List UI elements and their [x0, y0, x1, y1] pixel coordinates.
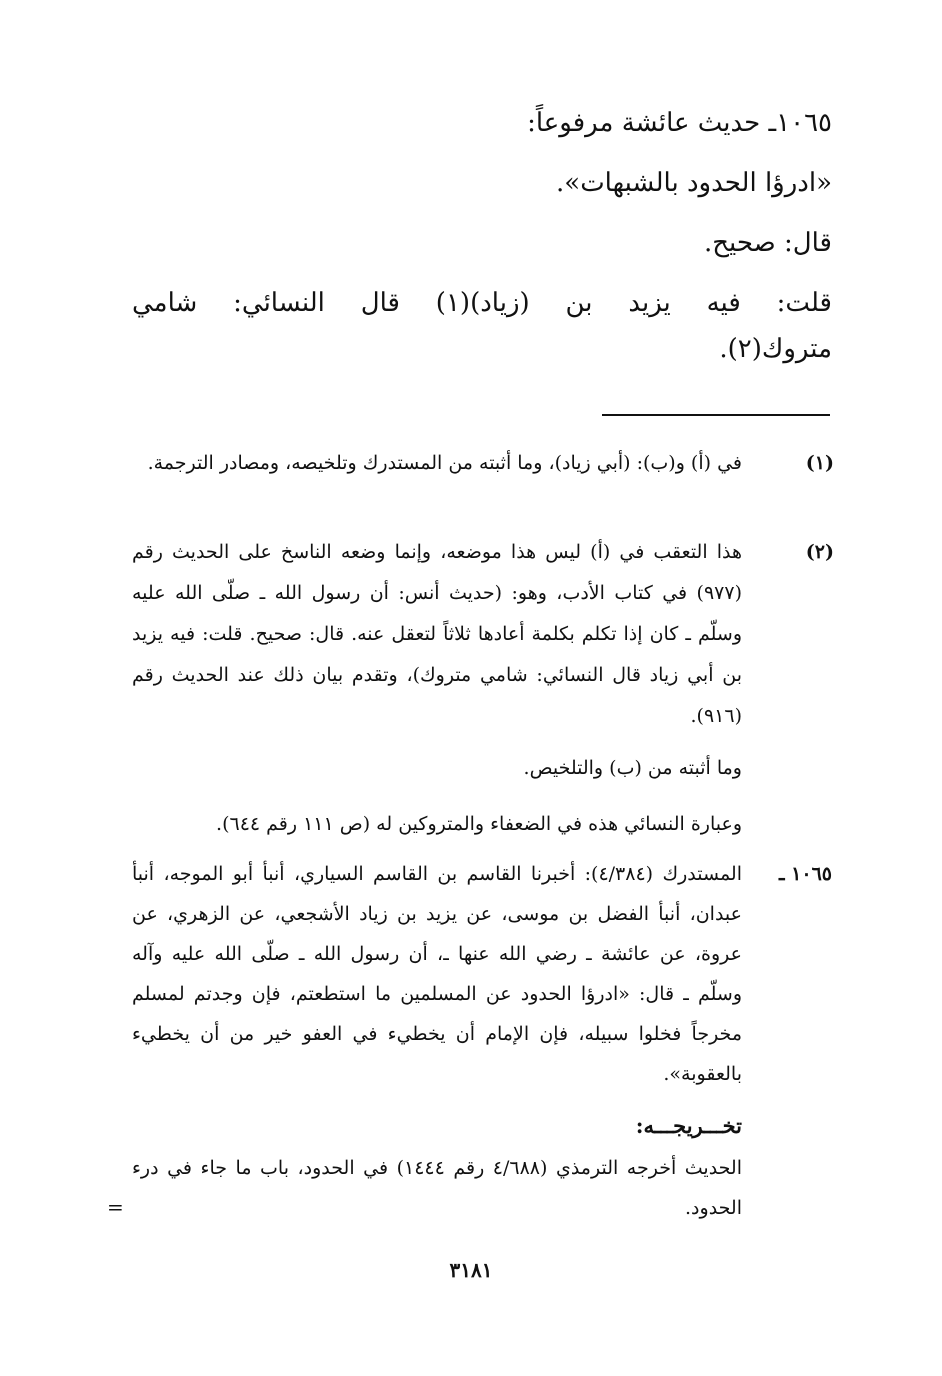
- footnote-separator: [602, 414, 830, 416]
- note-paragraph-2: وعبارة النسائي هذه في الضعفاء والمتروكين له (ص ١١١ رقم ٦٤٤).: [216, 813, 742, 835]
- footnote-1-text: في (أ) و(ب): (أبي زياد)، وما أثبته من المستدرك وتلخيصه، ومصادر الترجمة.: [147, 452, 742, 474]
- hadith-text: «ادرؤا الحدود بالشبهات».: [556, 168, 832, 198]
- footnote-1-marker: (١): [805, 452, 834, 474]
- footnote-2: [132, 532, 834, 737]
- reference-text: المستدرك (٤/٣٨٤): أخبرنا القاسم بن القاسم السياري، أنبأ أبو الموجه، أنبأ عبدان، أنبأ الفضل بن موسى، عن يزيد بن زياد الأشجعي، عن الزهري، عن عروة، عن عائشة ـ رضي الله عنها ـ، أن رسول الله ـ صلّى الله عليه وآله وسلّم ـ قال: «ادرؤا الحدود عن المسلمين ما استطعتم، فإن وجدتم لمسلم مخرجاً فخلوا سبيله، فإن الإمام أن يخطيء في العفو خير من أن يخطيء بالعقوبة».: [132, 863, 742, 1085]
- note-paragraph-1: وما أثبته من (ب) والتلخيص.: [523, 757, 742, 779]
- takhrij-text: الحديث أخرجه الترمذي (٤/٦٨٨ رقم ١٤٤٤) في الحدود، باب ما جاء في درء الحدود.: [132, 1157, 743, 1219]
- hadith-heading: ١٠٦٥ـ حديث عائشة مرفوعاً:: [527, 108, 832, 138]
- continuation-mark: =: [107, 1195, 124, 1219]
- dhahabi-comment-line1: قلت: فيه يزيد بن (زياد)(١) قال النسائي: شامي: [132, 288, 832, 318]
- dhahabi-comment-line2: متروك(٢).: [719, 334, 832, 364]
- page-number: ٣١٨١: [449, 1258, 493, 1282]
- reference-number: ١٠٦٥ ـ: [778, 863, 832, 885]
- footnote-2-text: هذا التعقب في (أ) ليس هذا موضعه، وإنما وضعه الناسخ على الحديث رقم (٩٧٧) في كتاب الأدب، وهو: (حديث أنس: أن رسول الله ـ صلّى الله عليه وسلّم ـ كان إذا تكلم بكلمة أعادها ثلاثاً لتعقل عنه. قال: صحيح. قلت: فيه يزيد بن أبي زياد قال النسائي: شامي متروك)، وتقدم بيان ذلك عند الحديث رقم (٩١٦).: [132, 541, 742, 727]
- takhrij-heading: تخـــريجـــه:: [635, 1113, 742, 1138]
- footnote-2-marker: (٢): [805, 541, 834, 563]
- hakim-verdict: قال: صحيح.: [703, 228, 832, 258]
- footnote-1: [132, 443, 834, 484]
